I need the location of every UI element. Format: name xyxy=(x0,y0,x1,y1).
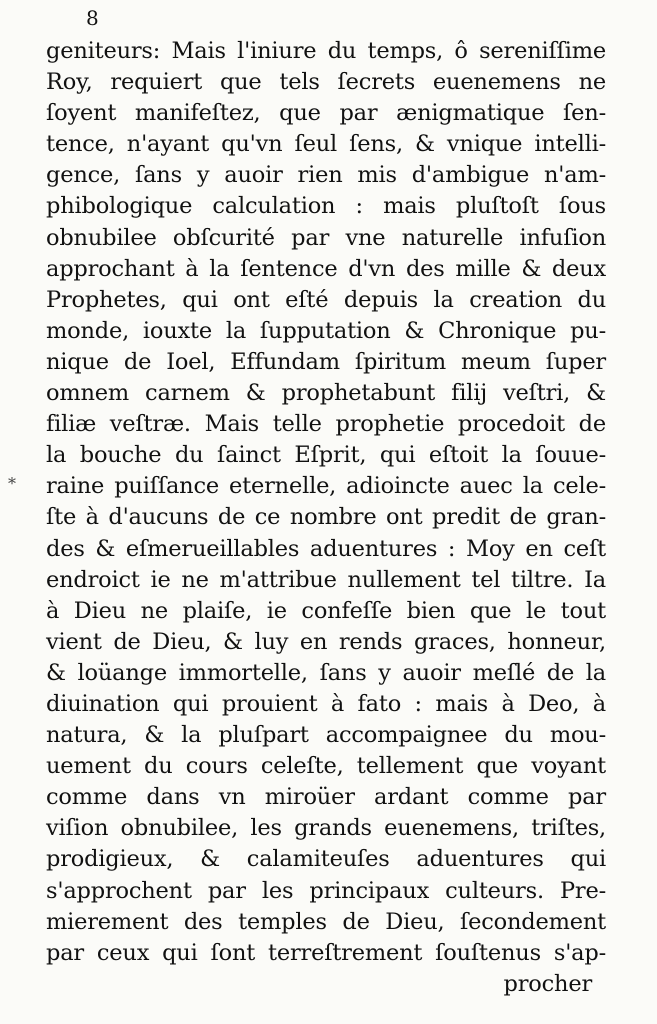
text-line: obnubilee obſcurité par vne naturelle infuſion xyxy=(46,224,606,251)
text-line: s'approchent par les principaux culteurs. Pre- xyxy=(46,877,606,904)
text-line: Prophetes, qui ont eſté depuis la creation du xyxy=(46,286,606,313)
text-line: par ceux qui ſont terreſtrement ſouſtenus s'ap- xyxy=(46,939,606,966)
text-line: à Dieu ne plaiſe, ie confeſſe bien que le tout xyxy=(46,597,606,624)
body-text xyxy=(46,36,606,1000)
text-line: uement du cours celeſte, tellement que voyant xyxy=(46,753,606,780)
text-line: phibologique calculation : mais pluſtoſt ſous xyxy=(46,193,606,220)
text-line: filiæ veſtræ. Mais telle prophetie procedoit de xyxy=(46,411,606,438)
text-line: monde, iouxte la ſupputation & Chronique pu- xyxy=(46,317,606,344)
text-line: nique de Ioel, Effundam ſpiritum meum ſuper xyxy=(46,348,606,375)
text-line: geniteurs: Mais l'iniure du temps, ô sereniſſime xyxy=(46,38,606,64)
text-line: tence, n'ayant qu'vn ſeul ſens, & vnique intelli- xyxy=(46,131,606,158)
text-line: raine puiſſance eternelle, adioincte auec la cele- xyxy=(46,473,606,500)
text-line: Roy, requiert que tels ſecrets euenemens ne xyxy=(46,69,606,96)
page-number: 8 xyxy=(86,6,99,30)
text-line: diuination qui prouient à fato : mais à Deo, à xyxy=(46,690,606,717)
text-line: viſion obnubilee, les grands euenemens, triſtes, xyxy=(46,815,606,842)
margin-mark: * xyxy=(8,474,16,493)
text-line: ſoyent manifeſtez, que par ænigmatique ſen- xyxy=(46,100,606,127)
text-line: vient de Dieu, & luy en rends graces, honneur, xyxy=(46,628,606,655)
text-line: prodigieux, & calamiteuſes aduentures qui xyxy=(46,846,606,873)
text-line: endroict ie ne m'attribue nullement tel tiltre. Ia xyxy=(46,566,606,593)
text-line: comme dans vn miroüer ardant comme par xyxy=(46,784,606,811)
text-line: natura, & la pluſpart accompaignee du mou- xyxy=(46,722,606,749)
catchword: procher xyxy=(503,970,592,997)
text-line: la bouche du ſainct Eſprit, qui eſtoit la ſouue- xyxy=(46,442,606,469)
text-line: approchant à la ſentence d'vn des mille & deux xyxy=(46,255,606,282)
text-line: & loüange immortelle, ſans y auoir meſlé de la xyxy=(46,659,606,686)
text-line: ſte à d'aucuns de ce nombre ont predit de gran- xyxy=(46,504,606,531)
text-line: mierement des temples de Dieu, ſecondement xyxy=(46,908,606,935)
text-line: gence, ſans y auoir rien mis d'ambigue n'am- xyxy=(46,162,606,189)
text-line: des & eſmerueillables aduentures : Moy en ceſt xyxy=(46,535,606,562)
text-line: omnem carnem & prophetabunt filij veſtri, & xyxy=(46,380,606,407)
